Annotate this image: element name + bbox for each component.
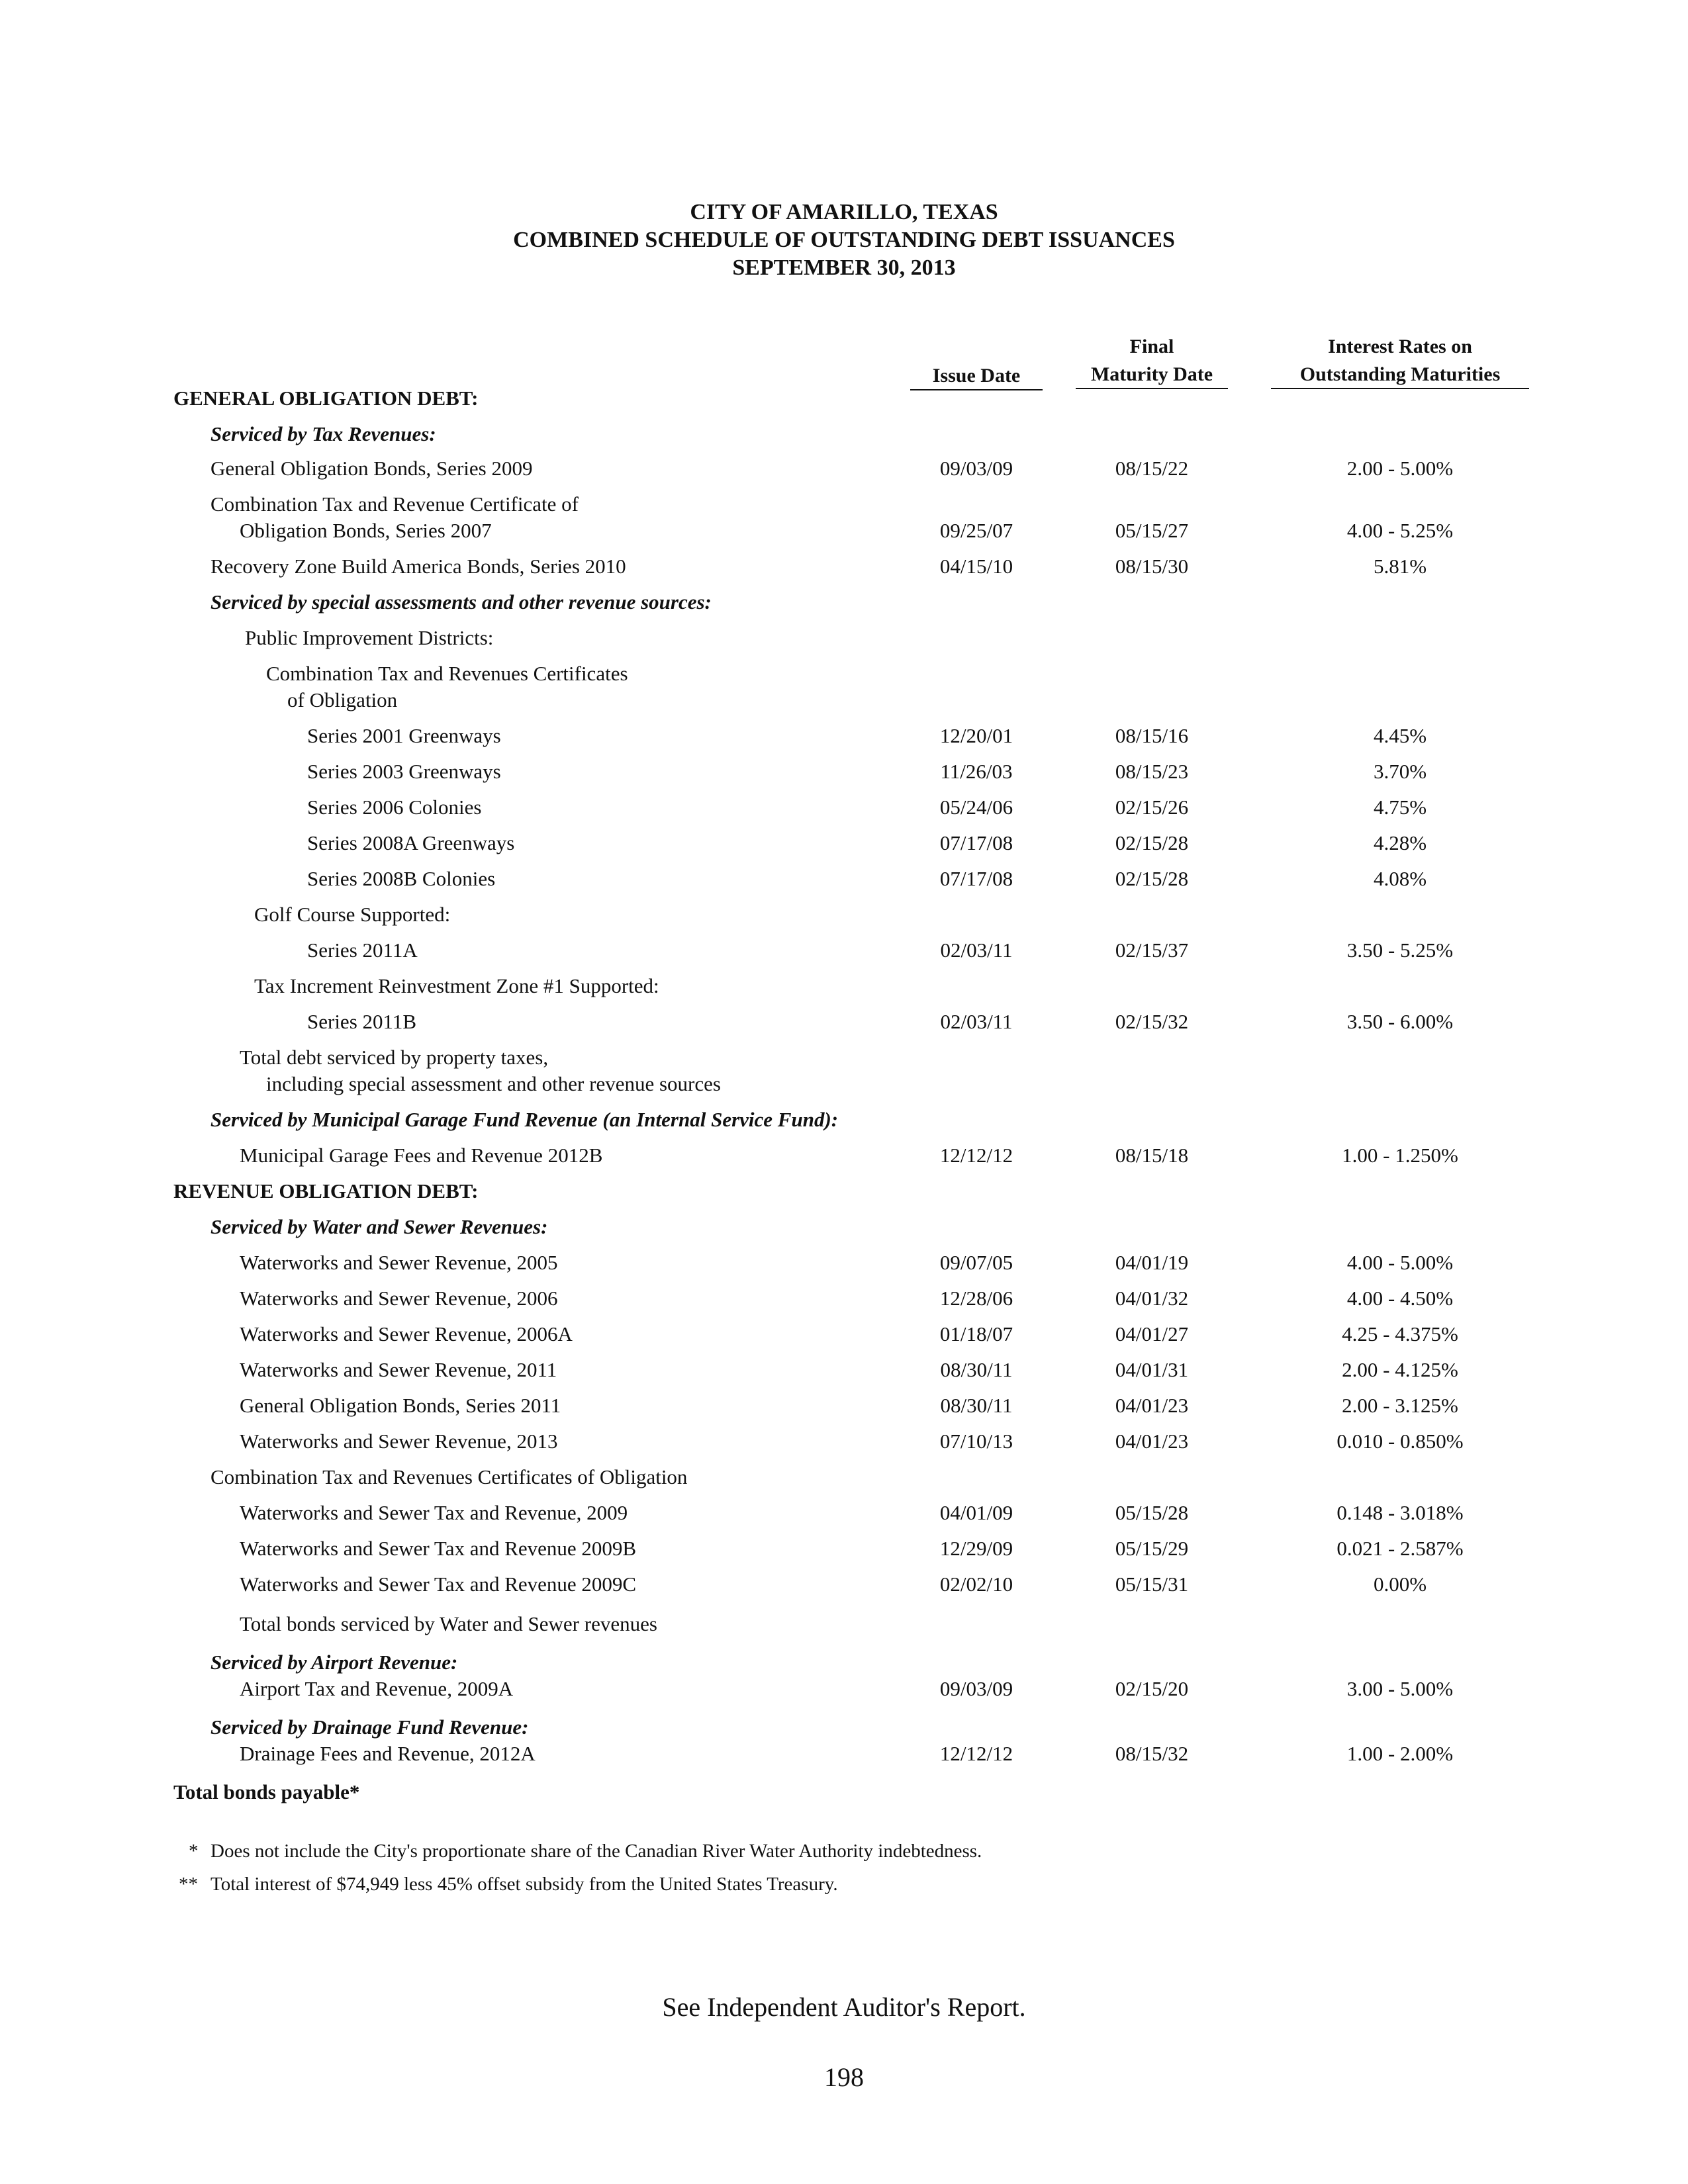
page-number: 198 [824,2062,864,2092]
column-header-issue-date: Issue Date [910,363,1043,390]
column-header-outstanding-maturities: Outstanding Maturities [1271,361,1529,389]
footnote-1: Does not include the City's proportionate share of the Canadian River Water Authority indebtedness. [211,1841,982,1862]
footnote-2-mark: ** [179,1874,198,1895]
report-title-date: SEPTEMBER 30, 2013 [732,255,956,280]
auditor-report-note: See Independent Auditor's Report. [662,1992,1026,2022]
report-title-city: CITY OF AMARILLO, TEXAS [690,200,998,224]
footnote-1-mark: * [189,1841,199,1862]
column-header-rates: Interest Rates on [1328,336,1472,357]
report-title-schedule: COMBINED SCHEDULE OF OUTSTANDING DEBT ISSUANCES [513,228,1175,252]
column-header-final: Final [1129,336,1174,357]
footnote-2: Total interest of $74,949 less 45% offset subsidy from the United States Treasury. [211,1874,838,1895]
column-header-maturity-date: Maturity Date [1076,361,1228,389]
